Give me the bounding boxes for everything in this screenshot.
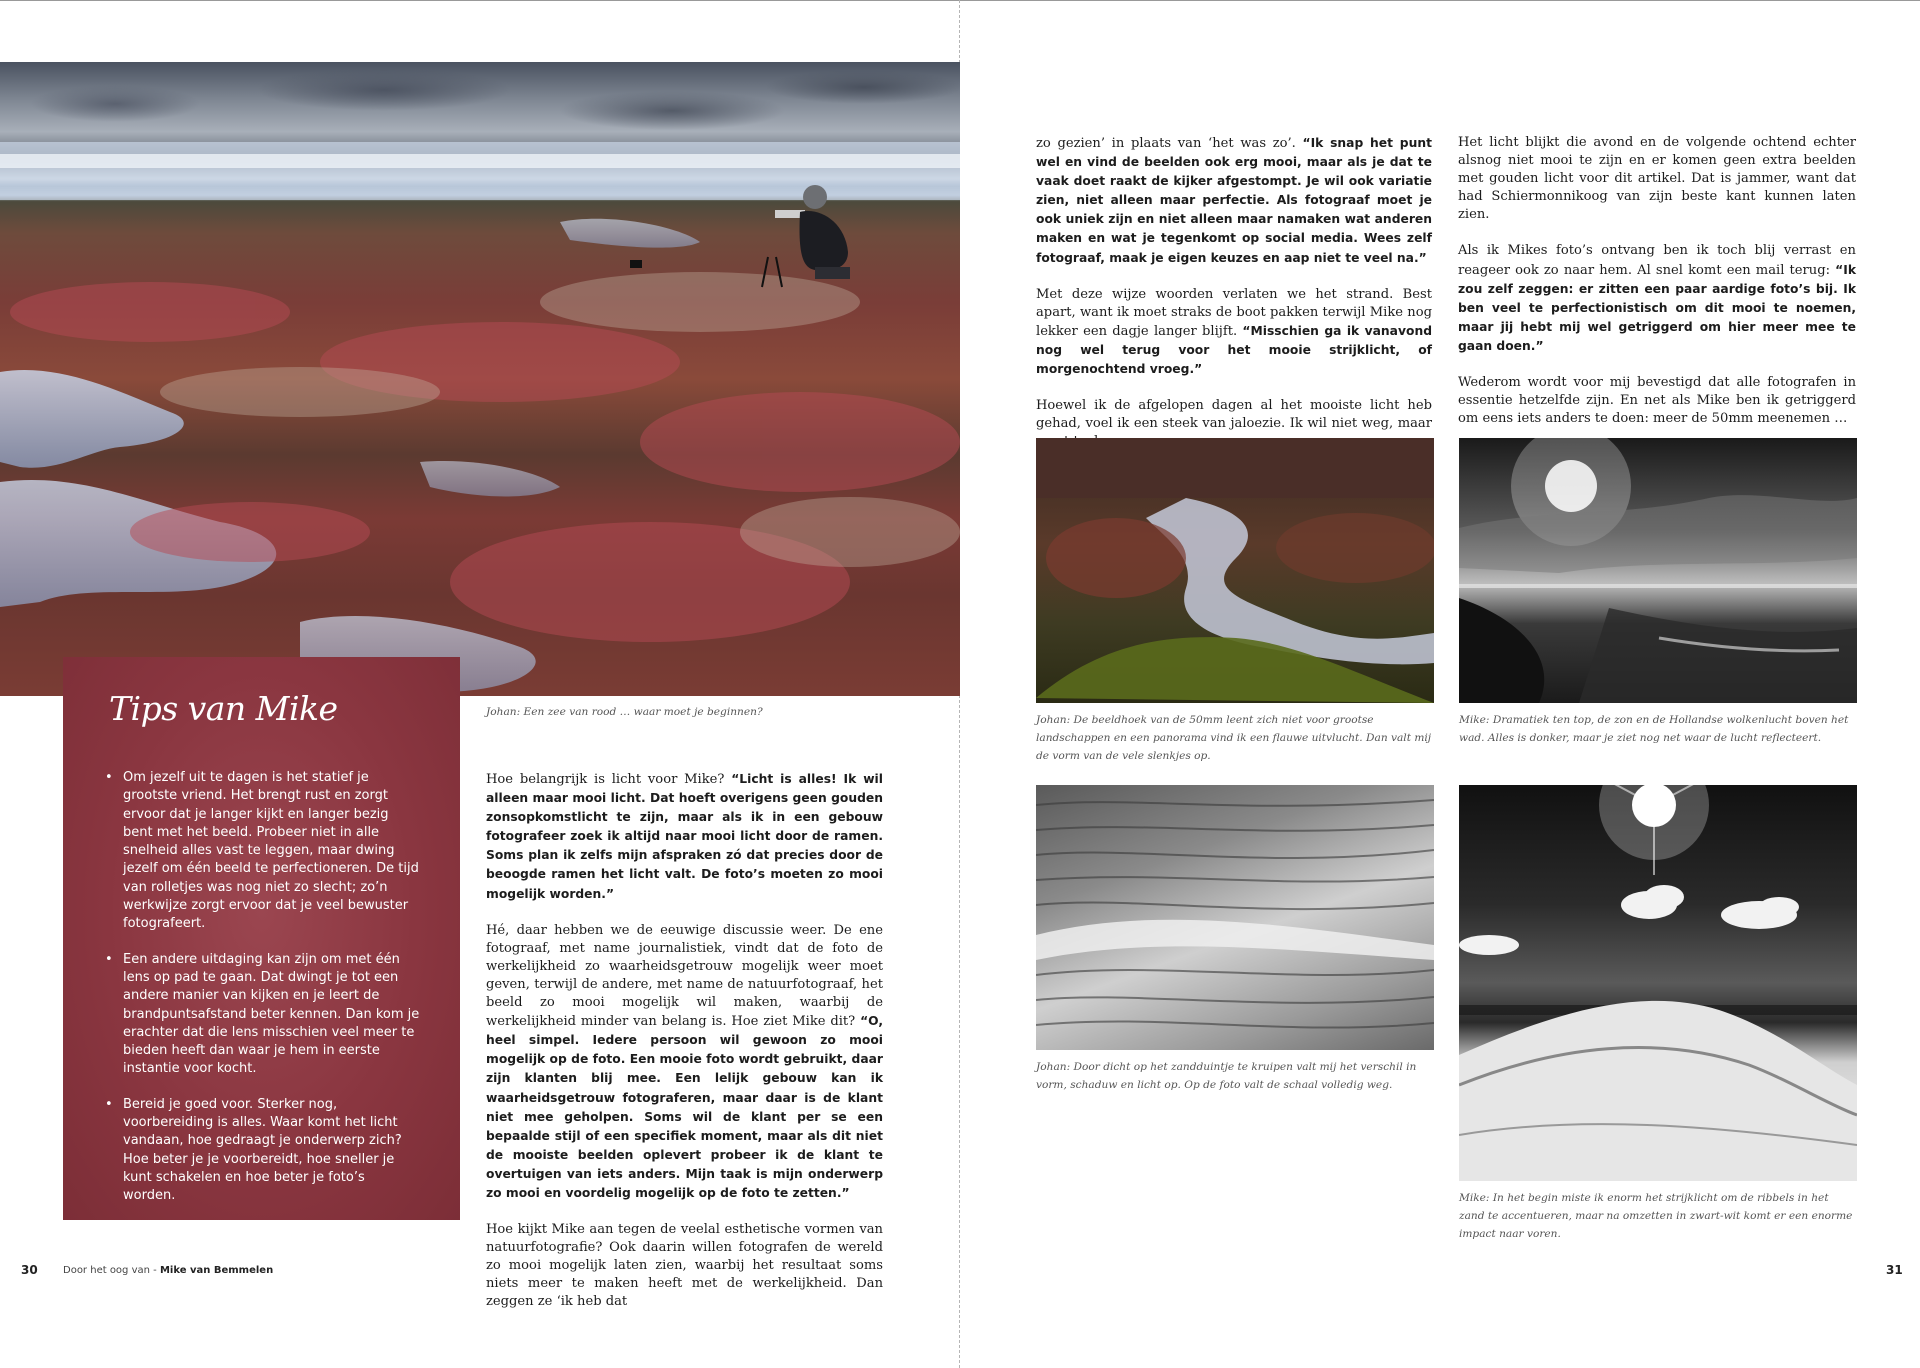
quote-text: “Licht is alles! Ik wil alleen maar mooi licht. Dat hoeft overigens geen gouden zonsopkomstlicht te zijn, maar als ik in een gebouw fotografeer zoek ik altijd naar mooi licht door de ramen. Soms plan ik zelfs mijn afspraken zó dat precies door de beoogde ramen het licht valt. De foto’s moeten zo mooi mogelijk worden.” bbox=[486, 772, 883, 901]
bw-dune-drawing bbox=[1459, 785, 1857, 1181]
page-top-border bbox=[0, 0, 1920, 1]
caption-photo-1: Johan: De beeldhoek van de 50mm leent zich niet voor grootse landschappen en een panorama vind ik een flauwe uitvlucht. Dan valt mij de vorm van de vele slenkjes op. bbox=[1036, 714, 1432, 762]
footer-prefix: Door het oog van - bbox=[63, 1265, 160, 1276]
paragraph-text: zo gezien’ in plaats van ‘het was zo’. bbox=[1036, 136, 1303, 151]
body-paragraph bbox=[1036, 134, 1432, 268]
right-body-column-2 bbox=[1458, 134, 1856, 446]
tips-title: Tips van Mike bbox=[109, 689, 338, 728]
photo-bw-dune-sun bbox=[1459, 785, 1857, 1181]
paragraph-text: Met deze wijze woorden verlaten we het strand. Best apart, want ik moet straks de boot pakken terwijl Mike nog lekker een dagje langer blijft. bbox=[1036, 286, 1432, 339]
tips-box bbox=[63, 657, 460, 1220]
body-paragraph bbox=[1458, 242, 1856, 356]
body-paragraph: Het licht blijkt die avond en de volgende ochtend echter alsnog niet mooi te zijn en er komen geen extra beelden met gouden licht voor dit artikel. Dat is jammer, want dat had Schiermonnikoog van zijn beste kant kunnen laten zien. bbox=[1458, 135, 1856, 223]
photo-sand-ripples bbox=[1036, 785, 1434, 1050]
marsh-channel-drawing bbox=[1036, 438, 1434, 703]
quote-text: “Misschien ga ik vanavond nog wel terug voor het mooie strijklicht, of morgenochtend vroeg.” bbox=[1036, 323, 1432, 377]
footer-author: Mike van Bemmelen bbox=[159, 1265, 274, 1276]
page-number-left: 30 bbox=[21, 1263, 38, 1277]
hero-marsh-drawing bbox=[0, 62, 960, 696]
left-body-column bbox=[486, 770, 883, 1330]
hero-caption: Johan: Een zee van rood … waar moet je beginnen? bbox=[486, 706, 763, 718]
tip-item: • Bereid je goed voor. Sterker nog, voorbereiding is alles. Waar komt het licht vandaan, hoe gedraagt je onderwerp zich? Hoe beter je je voorbereidt, hoe sneller je kunt schakelen en hoe beter je foto’s worden. bbox=[101, 1096, 421, 1206]
bw-sky-drawing bbox=[1459, 438, 1857, 703]
quote-text: “Ik snap het punt wel en vind de beelden ook erg mooi, maar als je dat te vaak doet raakt de kijker afgestompt. Je wil ook variatie zien, niet alleen maar perfectie. Als fotograaf moet je ook uniek zijn en niet alleen maar namaken wat anderen maken en wat je tegenkomt op social media. Wees zelf fotograaf, maak je eigen keuzes en aap niet te veel na.” bbox=[1036, 136, 1432, 265]
quote-text: “Ik zou zelf zeggen: er zitten een paar aardige foto’s bij. Ik ben veel te perfectionistisch om dit mooi te noemen, maar jij hebt mij wel getriggerd om hier meer mee te gaan doen.” bbox=[1458, 262, 1856, 353]
right-body-column-1 bbox=[1036, 134, 1432, 469]
hero-photo-salt-marsh bbox=[0, 62, 960, 696]
caption-photo-3: Johan: Door dicht op het zandduintje te kruipen valt mij het verschil in vorm, schaduw en licht op. Op de foto valt de schaal volledig weg. bbox=[1036, 1061, 1417, 1091]
body-paragraph: Wederom wordt voor mij bevestigd dat alle fotografen in essentie hetzelfde zijn. En net als Mike ben ik getriggerd om eens iets anders te doen: meer de 50mm meenemen … bbox=[1458, 375, 1856, 427]
caption-photo-4: Mike: In het begin miste ik enorm het strijklicht om de ribbels in het zand te accentueren, maar na omzetten in zwart-wit komt er een enorme impact naar voren. bbox=[1459, 1192, 1853, 1240]
body-paragraph: Hoewel ik de afgelopen dagen al het mooiste licht heb gehad, voel ik een steek van jaloezie. Ik wil niet weg, maar bbox=[1036, 398, 1432, 432]
body-paragraph bbox=[486, 922, 883, 1203]
tips-list bbox=[101, 769, 421, 1223]
caption-photo-2: Mike: Dramatiek ten top, de zon en de Hollandse wolkenlucht boven het wad. Alles is donker, maar je ziet nog net waar de lucht reflecteert. bbox=[1459, 714, 1849, 744]
paragraph-text: Hoe belangrijk is licht voor Mike? bbox=[486, 772, 732, 787]
photo-bw-sun-wad bbox=[1459, 438, 1857, 703]
paragraph-text: Als ik Mikes foto’s ontvang ben ik toch blij verrast en reageer ook zo naar hem. Al snel komt een mail terug: bbox=[1458, 243, 1856, 278]
body-paragraph: Hoe kijkt Mike aan tegen de veelal esthetische vormen van natuurfotografie? Ook daarin willen fotografen de wereld zo mooi mogelijk laten zien, waarbij het resultaat soms niets meer te maken heeft met de werkelijkheid. Dan zeggen ze ‘ik heb dat bbox=[486, 1222, 883, 1310]
paragraph-text: Hé, daar hebben we de eeuwige discussie weer. De ene fotograaf, met name journalistiek, vindt dat de foto de werkelijkheid zo waarheidsgetrouw mogelijk weer moet geven, terwijl de andere, met name de natuurfotograaf, het beeld zo mooi mogelijk wil maken, waarbij de werkelijkheid minder van belang is. Hoe ziet Mike dit? bbox=[486, 922, 883, 1030]
photo-marsh-channel bbox=[1036, 438, 1434, 703]
tip-item: • Om jezelf uit te dagen is het statief je grootste vriend. Het brengt rust en zorgt ervoor dat je langer kijkt en langer bezig bent met het beeld. Probeer niet in alle snelheid alles vast te leggen, maar dwing jezelf om één beeld te perfectioneren. De tijd van rolletjes was nog niet zo slecht; zo’n werkwijze zorgt ervoor dat je veel bewuster fotografeert. bbox=[101, 769, 421, 934]
quote-text: “O, heel simpel. Iedere persoon wil gewoon zo mooi mogelijk op de foto. Een mooie foto wordt gebruikt, daar zijn klanten blij mee. Een lelijk gebouw kan ik waarheidsgetrouw fotograferen, maar daar is de klant niet mee geholpen. Soms wil de klant per se een bepaalde stijl of een specifiek moment, maar als dit niet de mooiste beelden oplevert probeer ik de klant te overtuigen van iets anders. Mijn taak is mijn onderwerp zo mooi en voordelig mogelijk op de foto te zetten.” bbox=[486, 1014, 883, 1200]
sand-ripples-drawing bbox=[1036, 785, 1434, 1050]
footer-credit bbox=[63, 1265, 273, 1276]
tip-item: • Een andere uitdaging kan zijn om met één lens op pad te gaan. Dat dwingt je tot een andere manier van kijken en je leert de brandpuntsafstand beter kennen. Dan kom je erachter dat die lens misschien veel meer te bieden heeft dan waar je hem in eerste instantie voor kocht. bbox=[101, 951, 421, 1079]
page-number-right: 31 bbox=[1886, 1263, 1903, 1277]
body-paragraph bbox=[1036, 286, 1432, 379]
body-paragraph bbox=[486, 770, 883, 904]
